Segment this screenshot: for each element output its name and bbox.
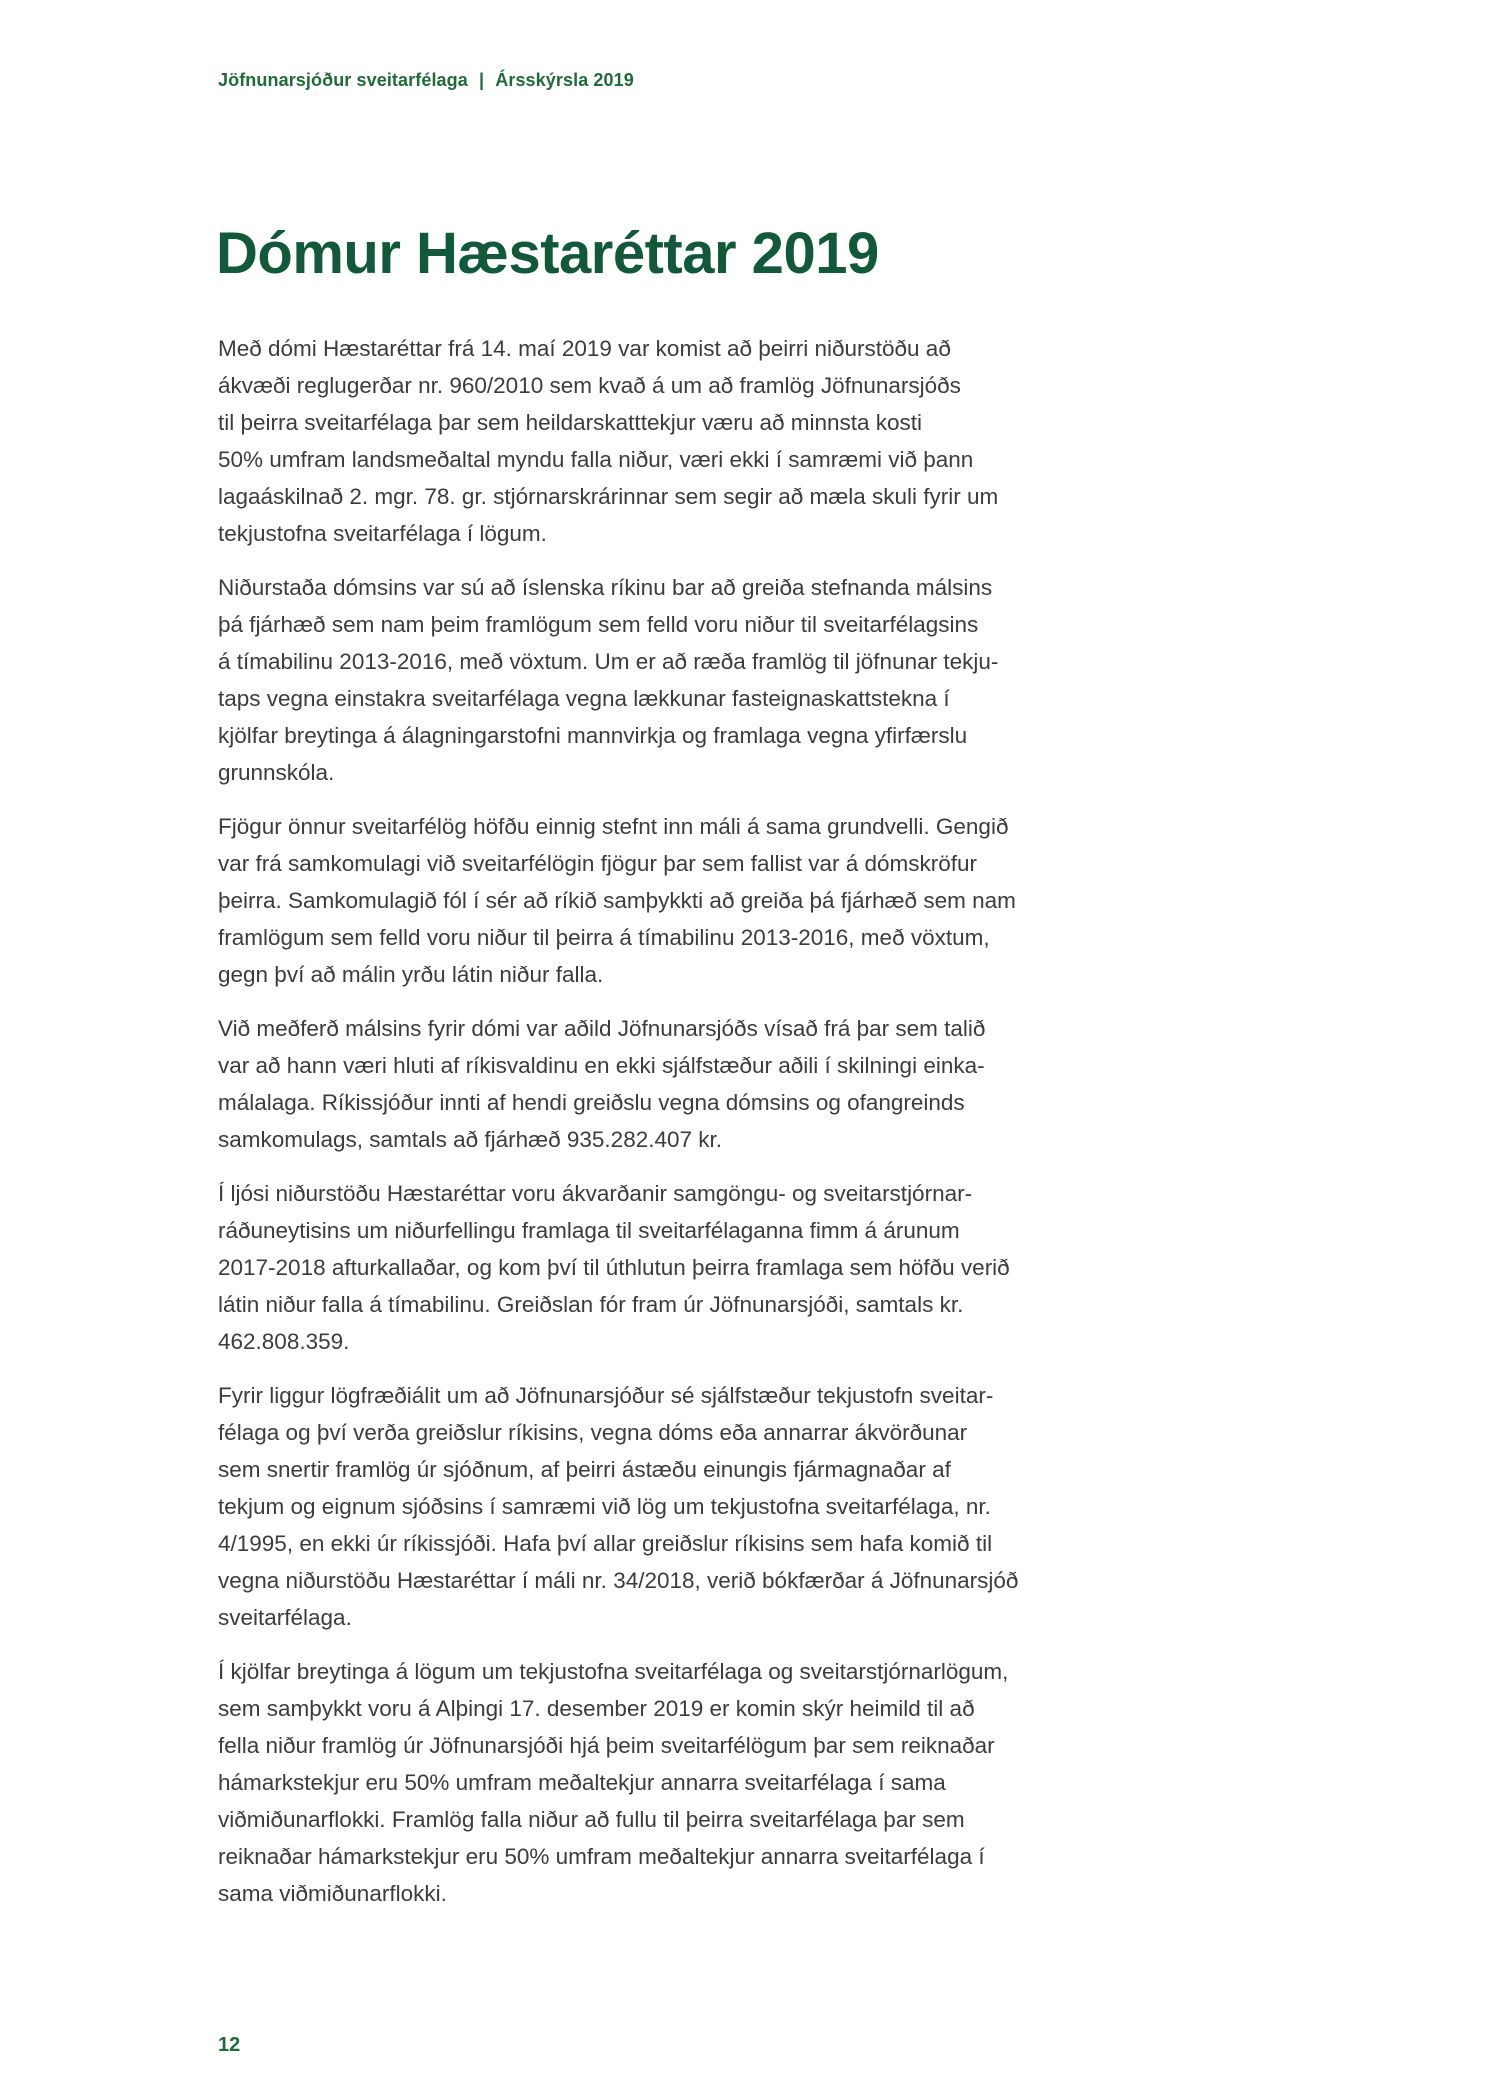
page-title: Dómur Hæstaréttar 2019 bbox=[216, 221, 879, 286]
running-header bbox=[218, 70, 634, 91]
paragraph-2: Niðurstaða dómsins var sú að íslenska ríkinu bar að greiða stefnanda málsins þá fjárhæð sem nam þeim framlögum sem felld voru niður til sveitarfélagsins á tímabilinu 2013-2016, með vöxtum. Um er að ræða framlög til jöfnunar tekju- taps vegna einstakra sveitarfélaga vegna lækkunar fasteignaskattstekna í kjölfar breytinga á álagningarstofni mannvirkja og framlaga vegna yfirfærslu grunnskóla. bbox=[218, 575, 999, 785]
publication-name: Jöfnunarsjóður sveitarfélaga bbox=[218, 70, 468, 90]
header-separator: | bbox=[478, 70, 485, 90]
report-name: Ársskýrsla 2019 bbox=[495, 70, 634, 90]
paragraph-5: Í ljósi niðurstöðu Hæstaréttar voru ákvarðanir samgöngu- og sveitarstjórnar- ráðuneytisins um niðurfellingu framlaga til sveitarfélaganna fimm á árunum 2017-2018 afturkallaðar, og kom því til úthlutun þeirra framlaga sem höfðu verið látin niður falla á tímabilinu. Greiðslan fór fram úr Jöfnunarsjóði, samtals kr. 462.808.359. bbox=[218, 1181, 1010, 1354]
paragraph-6: Fyrir liggur lögfræðiálit um að Jöfnunarsjóður sé sjálfstæður tekjustofn sveitar- félaga og því verða greiðslur ríkisins, vegna dóms eða annarrar ákvörðunar sem snertir framlög úr sjóðnum, af þeirri ástæðu einungis fjármagnaðar af tekjum og eignum sjóðsins í samræmi við lög um tekjustofna sveitarfélaga, nr. 4/1995, en ekki úr ríkissjóði. Hafa því allar greiðslur ríkisins sem hafa komið til vegna niðurstöðu Hæstaréttar í máli nr. 34/2018, verið bókfærðar á Jöfnunarsjóð sveitarfélaga. bbox=[218, 1383, 1019, 1630]
body-text bbox=[218, 330, 1098, 1929]
paragraph-3: Fjögur önnur sveitarfélög höfðu einnig stefnt inn máli á sama grundvelli. Gengið var frá samkomulagi við sveitarfélögin fjögur þar sem fallist var á dómskröfur þeirra. Samkomulagið fól í sér að ríkið samþykkti að greiða þá fjárhæð sem nam framlögum sem felld voru niður til þeirra á tímabilinu 2013-2016, með vöxtum, gegn því að málin yrðu látin niður falla. bbox=[218, 814, 1016, 987]
page-number: 12 bbox=[218, 2034, 241, 2056]
paragraph-1: Með dómi Hæstaréttar frá 14. maí 2019 var komist að þeirri niðurstöðu að ákvæði reglugerðar nr. 960/2010 sem kvað á um að framlög Jöfnunarsjóðs til þeirra sveitarfélaga þar sem heildarskatttekjur væru að minnsta kosti 50% umfram landsmeðaltal myndu falla niður, væri ekki í samræmi við þann lagaáskilnað 2. mgr. 78. gr. stjórnarskrárinnar sem segir að mæla skuli fyrir um tekjustofna sveitarfélaga í lögum. bbox=[218, 336, 999, 546]
paragraph-7: Í kjölfar breytinga á lögum um tekjustofna sveitarfélaga og sveitarstjórnarlögum, sem samþykkt voru á Alþingi 17. desember 2019 er komin skýr heimild til að fella niður framlög úr Jöfnunarsjóði hjá þeim sveitarfélögum þar sem reiknaðar hámarkstekjur eru 50% umfram meðaltekjur annarra sveitarfélaga í sama viðmiðunarflokki. Framlög falla niður að fullu til þeirra sveitarfélaga þar sem reiknaðar hámarkstekjur eru 50% umfram meðaltekjur annarra sveitarfélaga í sama viðmiðunarflokki. bbox=[218, 1659, 1009, 1906]
paragraph-4: Við meðferð málsins fyrir dómi var aðild Jöfnunarsjóðs vísað frá þar sem talið var að hann væri hluti af ríkisvaldinu en ekki sjálfstæður aðili í skilningi einka- málalaga. Ríkissjóður innti af hendi greiðslu vegna dómsins og ofangreinds samkomulags, samtals að fjárhæð 935.282.407 kr. bbox=[218, 1016, 986, 1152]
